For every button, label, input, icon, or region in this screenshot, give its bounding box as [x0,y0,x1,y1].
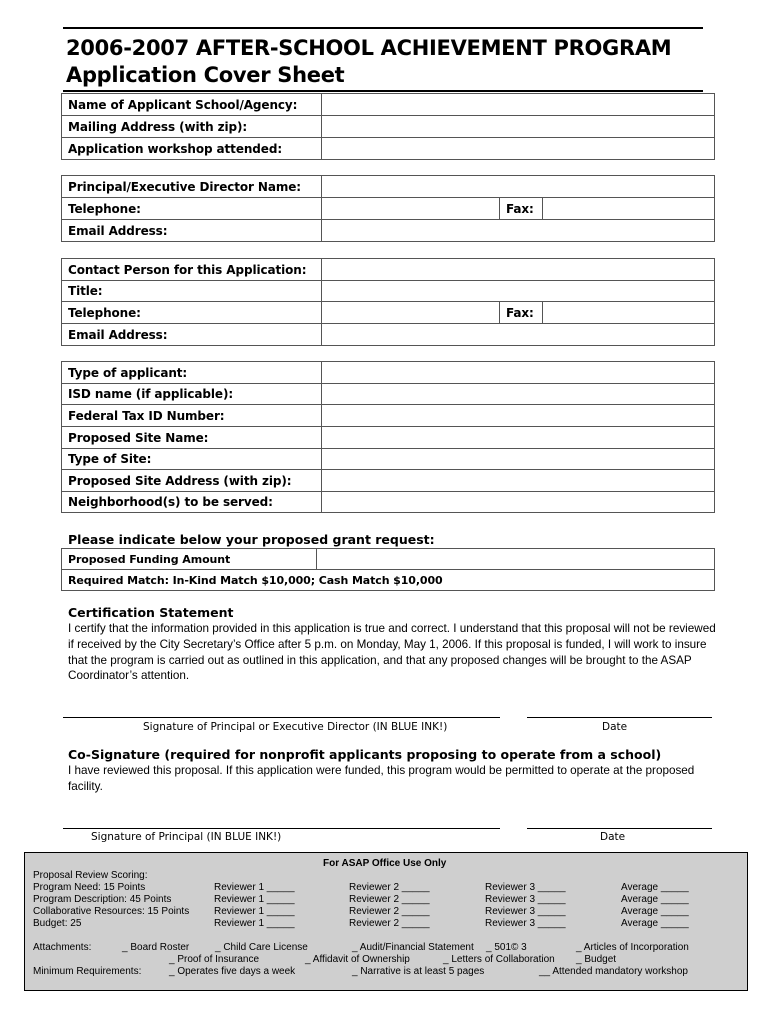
page-subtitle: Application Cover Sheet [66,63,345,87]
req-five-days: _ Operates five days a week [169,966,296,977]
principal-email-label: Email Address: [62,220,322,242]
score-average: Average _____ [621,906,689,917]
principal-name-label: Principal/Executive Director Name: [62,176,322,198]
header-rule-bottom [63,90,703,92]
contact-telephone-field[interactable] [322,302,500,324]
tax-id-field[interactable] [322,405,715,427]
principal-signature-label: Signature of Principal or Executive Director (IN BLUE INK!) [143,721,448,733]
attachments-label: Attachments: [33,942,92,953]
contact-fax-field[interactable] [543,302,715,324]
office-use-box [24,852,748,991]
contact-fax-label: Fax: [500,302,543,324]
site-address-label: Proposed Site Address (with zip): [62,470,322,492]
cosignature-line[interactable] [63,828,500,829]
page-title: 2006-2007 AFTER-SCHOOL ACHIEVEMENT PROGRAM [66,36,672,60]
attachment-articles-incorporation: _ Articles of Incorporation [576,942,689,953]
school-agency-label: Name of Applicant School/Agency: [62,94,322,116]
contact-title-field[interactable] [322,281,715,302]
attachment-501c3: _ 501© 3 [486,942,527,953]
funding-table [61,548,715,591]
contact-name-field[interactable] [322,259,715,281]
applicant-table [61,93,715,160]
cosignature-label: Signature of Principal (IN BLUE INK!) [91,831,282,843]
cosignature-heading: Co-Signature (required for nonprofit applicants proposing to operate from a school) [68,747,662,762]
score-reviewer-1: Reviewer 1 _____ [214,894,295,905]
header-rule-top [63,27,703,29]
criterion-budget: Budget: 25 [33,918,82,929]
isd-label: ISD name (if applicable): [62,384,322,405]
school-agency-field[interactable] [322,94,715,116]
certification-date-label: Date [602,721,628,733]
office-use-title: For ASAP Office Use Only [323,858,447,869]
principal-fax-field[interactable] [543,198,715,220]
workshop-label: Application workshop attended: [62,138,322,160]
score-reviewer-1: Reviewer 1 _____ [214,918,295,929]
score-reviewer-3: Reviewer 3 _____ [485,882,566,893]
contact-table [61,258,715,346]
req-narrative-pages: _ Narrative is at least 5 pages [352,966,485,977]
score-reviewer-1: Reviewer 1 _____ [214,906,295,917]
site-type-label: Type of Site: [62,449,322,470]
principal-email-field[interactable] [322,220,715,242]
principal-fax-label: Fax: [500,198,543,220]
cosignature-text: I have reviewed this proposal. If this application were funded, this program would be permitted to operate at the proposed facility. [68,764,695,793]
attachment-board-roster: _ Board Roster [122,942,190,953]
grant-request-heading: Please indicate below your proposed grant request: [68,532,435,547]
score-reviewer-3: Reviewer 3 _____ [485,894,566,905]
site-table [61,361,715,513]
contact-telephone-label: Telephone: [62,302,322,324]
principal-telephone-label: Telephone: [62,198,322,220]
score-reviewer-3: Reviewer 3 _____ [485,918,566,929]
neighborhood-label: Neighborhood(s) to be served: [62,492,322,513]
funding-amount-field[interactable] [317,549,715,570]
criterion-program-need: Program Need: 15 Points [33,882,146,893]
score-reviewer-1: Reviewer 1 _____ [214,882,295,893]
cosignature-date-line[interactable] [527,828,712,829]
required-match-label: Required Match: In-Kind Match $10,000; Cash Match $10,000 [62,570,715,591]
attachment-budget: _ Budget [576,954,617,965]
neighborhood-field[interactable] [322,492,715,513]
principal-telephone-field[interactable] [322,198,500,220]
principal-name-field[interactable] [322,176,715,198]
attachment-affidavit-ownership: _ Affidavit of Ownership [305,954,410,965]
cosignature-date-label: Date [600,831,626,843]
attachment-letters-collaboration: _ Letters of Collaboration [443,954,555,965]
type-applicant-label: Type of applicant: [62,362,322,384]
site-address-field[interactable] [322,470,715,492]
score-average: Average _____ [621,918,689,929]
criterion-program-description: Program Description: 45 Points [33,894,172,905]
contact-name-label: Contact Person for this Application: [62,259,322,281]
mailing-address-field[interactable] [322,116,715,138]
contact-email-label: Email Address: [62,324,322,346]
certification-heading: Certification Statement [68,605,234,620]
funding-amount-label: Proposed Funding Amount [62,549,317,570]
min-requirements-label: Minimum Requirements: [33,966,142,977]
req-mandatory-workshop: __ Attended mandatory workshop [539,966,688,977]
attachment-child-care-license: _ Child Care License [215,942,308,953]
workshop-field[interactable] [322,138,715,160]
principal-signature-line[interactable] [63,717,500,718]
contact-email-field[interactable] [322,324,715,346]
attachment-audit-financial: _ Audit/Financial Statement [352,942,474,953]
site-name-field[interactable] [322,427,715,449]
score-reviewer-3: Reviewer 3 _____ [485,906,566,917]
certification-date-line[interactable] [527,717,712,718]
tax-id-label: Federal Tax ID Number: [62,405,322,427]
site-name-label: Proposed Site Name: [62,427,322,449]
isd-field[interactable] [322,384,715,405]
site-type-field[interactable] [322,449,715,470]
certification-text: I certify that the information provided in this application is true and correct. I understand that this proposal will not be reviewed if received by the City Secretary’s Office after 5 p.m. on Monday, May 1, 2006. If this proposal is funded, I will work to insure that the program is carried out as outlined in this application, and that any proposed changes will be brought to the ASAP Coordinator’s attention. [68,622,716,683]
attachment-proof-insurance: _ Proof of Insurance [169,954,260,965]
criterion-collaborative-resources: Collaborative Resources: 15 Points [33,906,190,917]
mailing-address-label: Mailing Address (with zip): [62,116,322,138]
score-reviewer-2: Reviewer 2 _____ [349,906,430,917]
score-reviewer-2: Reviewer 2 _____ [349,894,430,905]
contact-title-label: Title: [62,281,322,302]
type-applicant-field[interactable] [322,362,715,384]
scoring-label: Proposal Review Scoring: [33,870,148,881]
principal-table [61,175,715,242]
score-reviewer-2: Reviewer 2 _____ [349,918,430,929]
score-average: Average _____ [621,894,689,905]
score-reviewer-2: Reviewer 2 _____ [349,882,430,893]
score-average: Average _____ [621,882,689,893]
